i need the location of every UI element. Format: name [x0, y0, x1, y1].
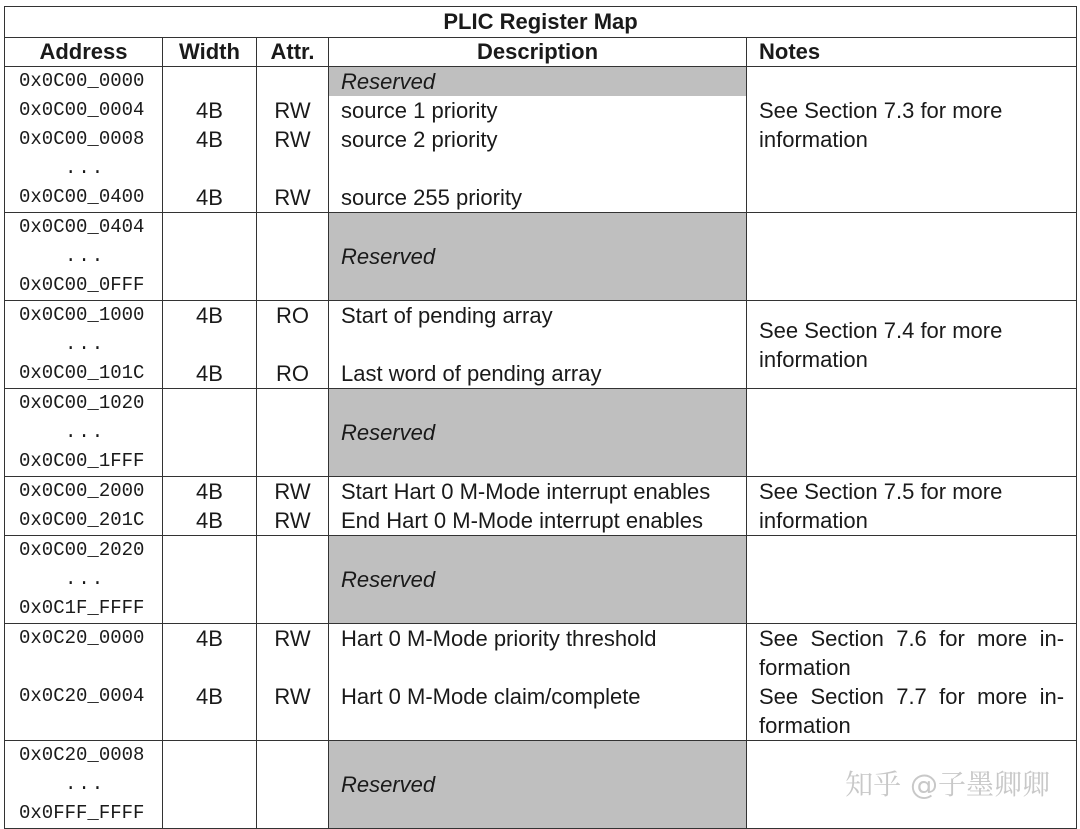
table-row [5, 389, 1077, 477]
notes-cell [747, 213, 1077, 301]
address-ellipsis: ... [65, 773, 106, 795]
width-value: 4B [196, 185, 223, 210]
address-value: 0x0C00_1020 [19, 392, 145, 414]
description-cell [329, 477, 747, 536]
notes-cell [747, 301, 1077, 389]
address-cell [5, 536, 163, 624]
attr-cell [257, 741, 329, 829]
table-row [5, 536, 1077, 624]
attr-value: RO [276, 303, 309, 328]
width-value: 4B [196, 626, 223, 651]
address-cell [5, 213, 163, 301]
address-cell [5, 741, 163, 829]
table-row [5, 67, 1077, 213]
reserved-description: Reserved [329, 213, 747, 301]
attr-cell [257, 389, 329, 477]
attr-value: RW [274, 185, 311, 210]
address-value: 0x0C00_101C [19, 362, 145, 384]
table-row [5, 301, 1077, 389]
width-cell [163, 389, 257, 477]
description-value: source 255 priority [341, 185, 522, 210]
attr-value: RO [276, 361, 309, 386]
address-value: 0x0C20_0008 [19, 744, 145, 766]
description-value: Last word of pending array [341, 361, 602, 386]
table-row [5, 213, 1077, 301]
width-cell [163, 536, 257, 624]
width-cell [163, 301, 257, 389]
description-value [341, 154, 746, 183]
width-cell [163, 477, 257, 536]
description-value [341, 711, 746, 740]
notes-text: See Section 7.5 for more information [759, 479, 1003, 533]
width-value: 4B [196, 303, 223, 328]
attr-value: RW [274, 684, 311, 709]
column-header-notes: Notes [747, 38, 1077, 67]
notes-cell [747, 624, 1077, 741]
description-value: Hart 0 M-Mode claim/complete [341, 684, 641, 709]
description-value: End Hart 0 M-Mode interrupt enables [341, 508, 703, 533]
column-header-address: Address [5, 38, 163, 67]
address-value [19, 711, 162, 740]
description-value [341, 653, 746, 682]
address-value: 0x0C00_2000 [19, 480, 145, 502]
width-value [163, 154, 256, 183]
address-value: 0x0C00_0000 [19, 70, 145, 92]
address-cell [5, 301, 163, 389]
notes-line: See Section 7.7 for more in- [759, 684, 1065, 709]
notes-cell [747, 536, 1077, 624]
column-header-width: Width [163, 38, 257, 67]
description-value: source 2 priority [341, 127, 498, 152]
width-value [163, 653, 256, 682]
attr-value: RW [274, 479, 311, 504]
reserved-description: Reserved [329, 389, 747, 477]
column-header-description: Description [329, 38, 747, 67]
width-value [163, 711, 256, 740]
reserved-description: Reserved [329, 741, 747, 829]
description-value: Start Hart 0 M-Mode interrupt enables [341, 479, 711, 504]
address-value: 0x0C00_2020 [19, 539, 145, 561]
notes-cell [747, 389, 1077, 477]
address-value: 0x0C00_0008 [19, 128, 145, 150]
description-cell [329, 67, 747, 213]
description-value: Start of pending array [341, 303, 553, 328]
attr-value: RW [274, 98, 311, 123]
description-value: Hart 0 M-Mode priority threshold [341, 626, 657, 651]
address-value: 0x0C1F_FFFF [19, 597, 145, 619]
address-value: 0x0C00_1000 [19, 304, 145, 326]
address-value: 0x0FFF_FFFF [19, 802, 145, 824]
width-cell [163, 67, 257, 213]
width-value [163, 330, 256, 359]
address-value: 0x0C00_1FFF [19, 450, 145, 472]
attr-cell [257, 301, 329, 389]
notes-line: formation [759, 655, 851, 680]
width-value: 4B [196, 361, 223, 386]
table-title: PLIC Register Map [5, 7, 1077, 38]
notes-line: See Section 7.6 for more in- [759, 626, 1065, 651]
width-value: 4B [196, 127, 223, 152]
address-ellipsis: ... [65, 157, 106, 179]
description-value: source 1 priority [341, 98, 498, 123]
register-map-table-container [4, 6, 1076, 829]
notes-line: formation [759, 713, 851, 738]
notes-text: See Section 7.3 for more information [759, 98, 1003, 152]
column-header-attr: Attr. [257, 38, 329, 67]
zhihu-watermark: 知乎 @子墨卿卿 [845, 768, 1050, 801]
address-value: 0x0C20_0000 [19, 627, 145, 649]
table-row [5, 624, 1077, 741]
width-cell [163, 213, 257, 301]
attr-value [257, 711, 328, 740]
address-value: 0x0C00_0400 [19, 186, 145, 208]
address-cell [5, 624, 163, 741]
reserved-description: Reserved [329, 536, 747, 624]
address-value: 0x0C00_0004 [19, 99, 145, 121]
attr-cell [257, 67, 329, 213]
address-cell [5, 389, 163, 477]
width-cell [163, 624, 257, 741]
width-value: 4B [196, 684, 223, 709]
width-value: 4B [196, 479, 223, 504]
address-value: 0x0C00_0404 [19, 216, 145, 238]
plic-register-map-table [4, 6, 1077, 829]
table-row [5, 477, 1077, 536]
attr-value [257, 154, 328, 183]
address-value: 0x0C20_0004 [19, 685, 145, 707]
address-value: 0x0C00_0FFF [19, 274, 145, 296]
notes-cell [747, 67, 1077, 213]
address-value [19, 653, 162, 682]
attr-value [257, 330, 328, 359]
notes-cell [747, 477, 1077, 536]
reserved-description: Reserved [329, 67, 746, 96]
attr-value [257, 67, 328, 96]
address-cell [5, 477, 163, 536]
attr-cell [257, 477, 329, 536]
description-cell [329, 301, 747, 389]
address-ellipsis: ... [65, 333, 106, 355]
attr-value [257, 653, 328, 682]
attr-value: RW [274, 508, 311, 533]
attr-cell [257, 624, 329, 741]
description-cell [329, 624, 747, 741]
address-ellipsis: ... [65, 568, 106, 590]
description-value [341, 330, 746, 359]
address-value: 0x0C00_201C [19, 509, 145, 531]
attr-cell [257, 536, 329, 624]
attr-value: RW [274, 127, 311, 152]
width-cell [163, 741, 257, 829]
address-ellipsis: ... [65, 421, 106, 443]
attr-value: RW [274, 626, 311, 651]
width-value: 4B [196, 98, 223, 123]
width-value [163, 67, 256, 96]
address-cell [5, 67, 163, 213]
notes-text: See Section 7.4 for more information [759, 317, 1003, 372]
address-ellipsis: ... [65, 245, 106, 267]
attr-cell [257, 213, 329, 301]
width-value: 4B [196, 508, 223, 533]
